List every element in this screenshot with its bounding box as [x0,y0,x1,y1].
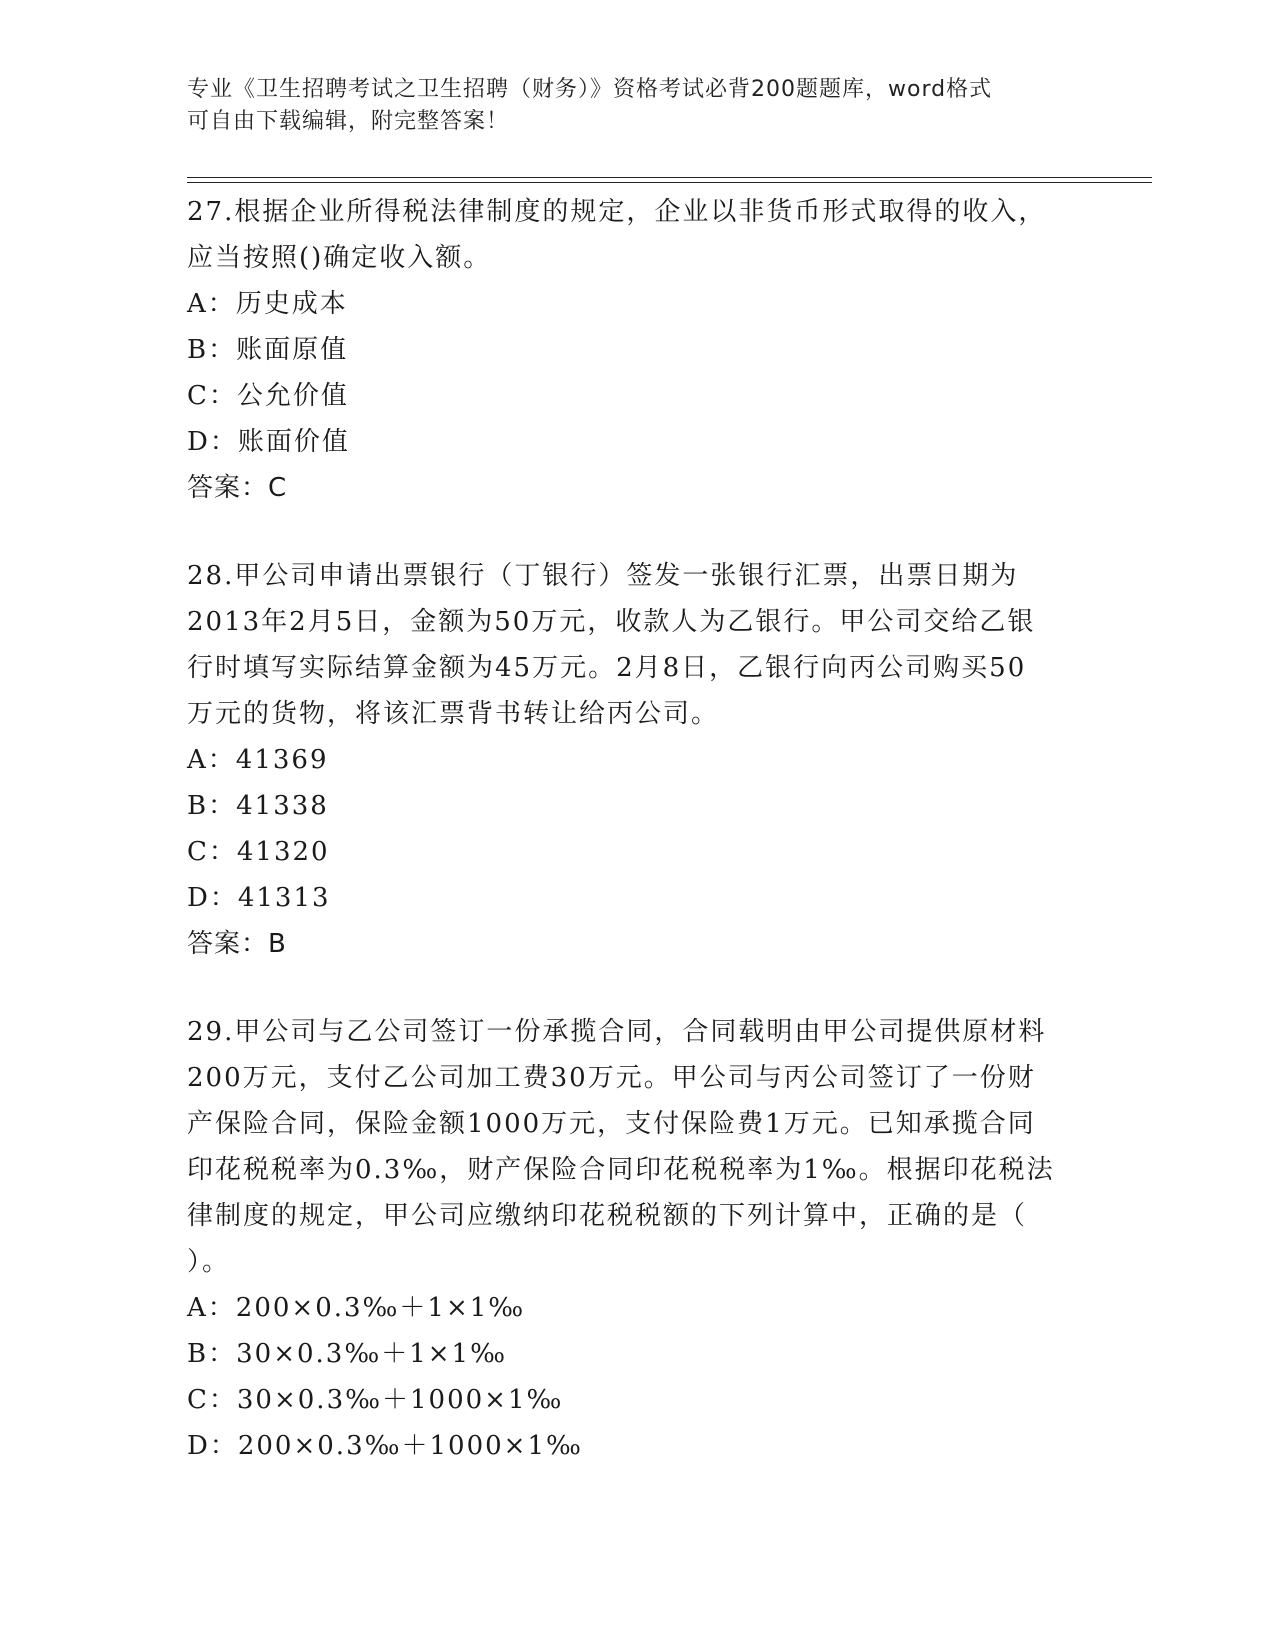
question-text-line: 29.甲公司与乙公司签订一份承揽合同，合同载明由甲公司提供原材料 [187,1017,1047,1047]
option-c: C：30×0.3‰＋1000×1‰ [187,1385,564,1415]
option-d: D：200×0.3‰＋1000×1‰ [187,1431,583,1461]
option-a: A：历史成本 [187,289,348,319]
answer-label: 答案：B [187,929,287,959]
option-a: A：41369 [187,745,329,775]
question-text-line: 产保险合同，保险金额1000万元，支付保险费1万元。已知承揽合同 [187,1109,1036,1139]
question-text-line: ）。 [187,1247,231,1277]
header-line-2: 可自由下载编辑，附完整答案！ [187,109,510,134]
header-divider-bottom [187,182,1152,183]
option-d: D：账面价值 [187,427,350,457]
option-d: D：41313 [187,883,331,913]
question-text-line: 28.甲公司申请出票银行（丁银行）签发一张银行汇票，出票日期为 [187,561,1019,591]
question-text-line: 27.根据企业所得税法律制度的规定，企业以非货币形式取得的收入， [187,197,1047,227]
question-28 [187,553,1087,967]
option-b: B：账面原值 [187,335,349,365]
question-text-line: 律制度的规定，甲公司应缴纳印花税税额的下列计算中，正确的是（ [187,1201,1028,1231]
question-text-line: 行时填写实际结算金额为45万元。2月8日，乙银行向丙公司购买50 [187,653,1027,683]
question-text-line: 200万元，支付乙公司加工费30万元。甲公司与丙公司签订了一份财 [187,1063,1036,1093]
option-b: B：41338 [187,791,329,821]
header-line-1: 专业《卫生招聘考试之卫生招聘（财务）》资格考试必背200题题库，word格式 [187,77,993,102]
question-text-line: 应当按照()确定收入额。 [187,243,492,273]
option-c: C：41320 [187,837,330,867]
question-text-line: 印花税税率为0.3‰，财产保险合同印花税税率为1‰。根据印花税法 [187,1155,1055,1185]
question-text-line: 2013年2月5日，金额为50万元，收款人为乙银行。甲公司交给乙银 [187,607,1036,637]
question-29 [187,1009,1087,1469]
option-a: A：200×0.3‰＋1×1‰ [187,1293,526,1323]
option-c: C：公允价值 [187,381,349,411]
question-27 [187,189,1087,511]
option-b: B：30×0.3‰＋1×1‰ [187,1339,507,1369]
header-divider-top [187,177,1152,178]
question-text-line: 万元的货物，将该汇票背书转让给丙公司。 [187,699,720,729]
document-header [187,74,1067,138]
answer-label: 答案：C [187,473,288,503]
